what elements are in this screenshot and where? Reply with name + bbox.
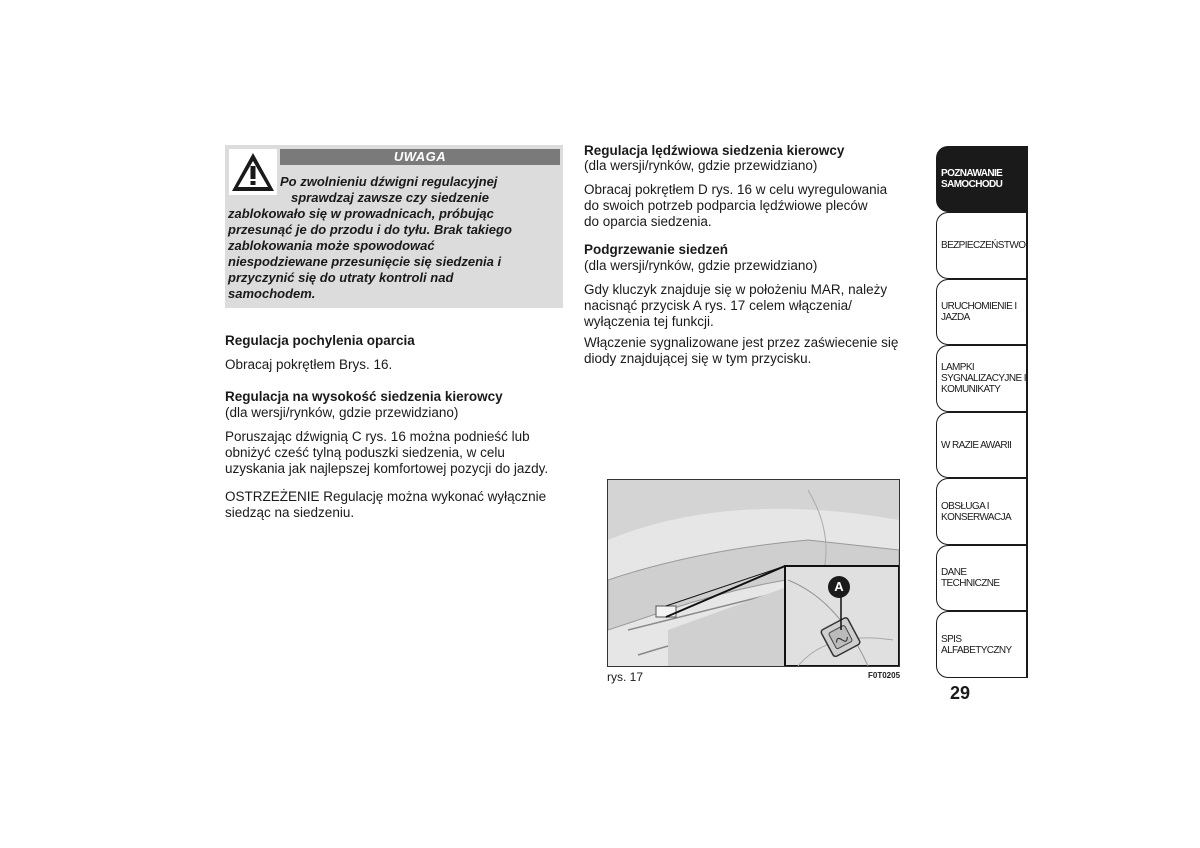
body-text: diody znajdującej się w tym przycisku. <box>584 351 812 366</box>
tab-lampki-sygnalizacyjne[interactable]: LAMPKI SYGNALIZACYJNE I KOMUNIKATY <box>936 345 1026 412</box>
body-text: Obracaj pokrętłem D rys. 16 w celu wyregulowania <box>584 182 888 197</box>
section-note: (dla wersji/rynków, gdzie przewidziano) <box>584 158 818 173</box>
tab-bezpieczenstwo[interactable]: BEZPIECZEŃSTWO <box>936 212 1026 279</box>
tab-obsluga-i-konserwacja[interactable]: OBSŁUGA I KONSERWACJA <box>936 478 1026 545</box>
warning-box <box>225 145 563 308</box>
warning-line: Po zwolnieniu dźwigni regulacyjnej <box>280 174 498 189</box>
section-note: (dla wersji/rynków, gdzie przewidziano) <box>225 405 459 420</box>
warning-line: niespodziewane przesunięcie się siedzenia i <box>228 254 502 269</box>
section-note: (dla wersji/rynków, gdzie przewidziano) <box>584 258 818 273</box>
body-text: wyłączenia tej funkcji. <box>584 314 714 329</box>
body-text: uzyskania jak najlepszej komfortowej pozycji do jazdy. <box>225 461 549 476</box>
body-text: nacisnąć przycisk A rys. 17 celem włączenia/ <box>584 298 852 313</box>
warning-line: sprawdzaj zawsze czy siedzenie <box>291 190 489 205</box>
page-number: 29 <box>950 683 971 703</box>
body-text: Gdy kluczyk znajduje się w położeniu MAR, należy <box>584 282 888 297</box>
body-text: Włączenie sygnalizowane jest przez zaświecenie się <box>584 335 899 350</box>
section-heading: Regulacja lędźwiowa siedzenia kierowcy <box>584 143 845 158</box>
body-text: do oparcia siedzenia. <box>584 214 712 229</box>
warning-title: UWAGA <box>280 149 560 165</box>
section-heading: Regulacja pochylenia oparcia <box>225 333 415 348</box>
tab-uruchomienie-i-jazda[interactable]: URUCHOMIENIE I JAZDA <box>936 279 1026 345</box>
callout-a: A <box>828 576 850 598</box>
body-text: OSTRZEŻENIE Regulację można wykonać wyłącznie <box>225 489 547 504</box>
warning-line: zablokowania może spowodować <box>228 238 435 253</box>
tab-w-razie-awarii[interactable]: W RAZIE AWARII <box>936 412 1026 478</box>
warning-line: samochodem. <box>228 286 316 301</box>
warning-line: przesunąć je do przodu i do tyłu. Brak takiego <box>228 222 512 237</box>
body-text: siedząc na siedzeniu. <box>225 505 355 520</box>
section-heading: Podgrzewanie siedzeń <box>584 242 729 257</box>
body-text: Obracaj pokrętłem Brys. 16. <box>225 357 393 372</box>
figure-code: F0T0205 <box>868 671 901 680</box>
body-text: obniżyć cześć tylną poduszki siedzenia, w celu <box>225 445 505 460</box>
body-text: Poruszając dźwignią C rys. 16 można podnieść lub <box>225 429 530 444</box>
figure-photo <box>607 479 900 667</box>
warning-line: przyczynić się do utraty kontroli nad <box>228 270 454 285</box>
tab-poznawanie-samochodu[interactable]: POZNAWANIE SAMOCHODU <box>936 146 1026 212</box>
body-text: do swoich potrzeb podparcia lędźwiowe pleców <box>584 198 868 213</box>
warning-triangle-icon <box>229 149 277 195</box>
tab-spis-alfabetyczny[interactable]: SPIS ALFABETYCZNY <box>936 611 1026 678</box>
tab-strip-edge <box>1026 146 1028 678</box>
warning-line: zablokowało się w prowadnicach, próbując <box>228 206 494 221</box>
tab-dane-techniczne[interactable]: DANE TECHNICZNE <box>936 545 1026 611</box>
figure-caption: rys. 17 <box>607 670 644 684</box>
section-heading: Regulacja na wysokość siedzenia kierowcy <box>225 389 503 404</box>
